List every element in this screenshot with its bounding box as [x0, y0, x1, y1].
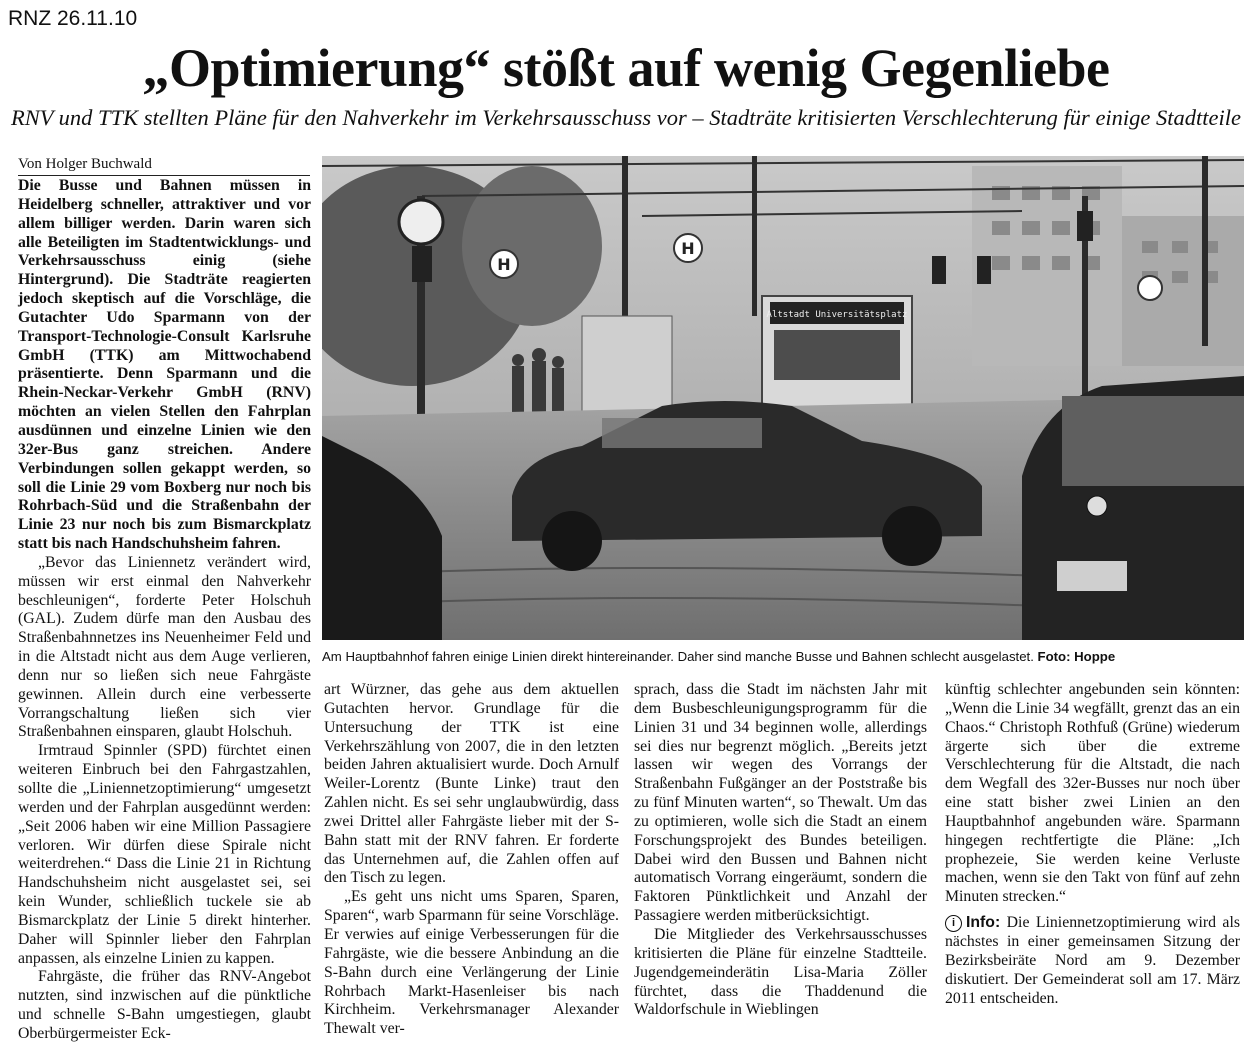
- lead-paragraph: Die Busse und Bahnen müssen in Heidelberg schneller, attraktiver und vor allem billiger werden. Darin waren sich alle Beteiligten im Stadtentwicklungs- und Verkehrsausschuss einig (siehe Hintergrund). Die Stadträte reagierten jedoch skeptisch auf die Vorschläge, die Gutachter Udo Sparmann von der Transport-Technologie-Consult Karlsruhe GmbH (TTK) am Mittwochabend präsentierte. Denn Sparmann und die Rhein-Neckar-Verkehr GmbH (RNV) möchten an vielen Stellen den Fahrplan ausdünnen und einzelne Linien wie den 32er-Bus ganz streichen. Andere Verbindungen sollen gekappt werden, so soll die Linie 29 vom Boxberg nur noch bis Rohrbach-Süd und die Straßenbahn der Linie 23 nur noch bis zum Bismarckplatz statt bis nach Handschuhsheim fahren.: [18, 177, 311, 553]
- body-paragraph: Die Mitglieder des Verkehrsausschusses kritisierten die Pläne für einzelne Stadtteile. Jugendgemeinderätin Lisa-Maria Zöller fürchtet, dass die Thaddenund die Waldorfschule in Wieblingen: [634, 925, 927, 1019]
- article-column-4: [945, 681, 1240, 1008]
- body-paragraph: „Es geht uns nicht ums Sparen, Sparen, Sparen“, warb Sparmann für seine Vorschläge. Er verwies auf einige Verbesserungen für die Fahrgäste, wie die bessere Anbindung an die S-Bahn durch eine Verlängerung der Linie Rohrbach Markt-Hasenleiser bis nach Kirchheim. Verkehrsmanager Alexander Thewalt ver-: [324, 888, 619, 1038]
- body-paragraph: sprach, dass die Stadt im nächsten Jahr mit dem Busbeschleunigungsprogramm für die Linien 31 und 34 beginnen wolle, allerdings sei dies nur begrenzt möglich. „Bereits jetzt lassen wir wegen des Vorrangs der Straßenbahn Fußgänger an der Poststraße bis zu fünf Minuten warten“, so Thewalt. Um das zu optimieren, wolle sich die Stadt an einem Forschungsprojekt des Bundes beteiligen. Dabei wird den Bussen und Bahnen nicht automatisch Vorrang eingeräumt, sondern die Faktoren Pünktlichkeit und Anzahl der Passagiere werden mitberücksichtigt.: [634, 681, 927, 925]
- article-column-2: [324, 681, 619, 1039]
- bus-stop-sign-text: H: [681, 239, 695, 258]
- author-byline: Von Holger Buchwald: [18, 156, 152, 172]
- info-box: [945, 914, 1240, 1008]
- info-icon: i: [945, 915, 962, 932]
- news-photo: [322, 156, 1244, 640]
- source-tag: RNZ 26.11.10: [8, 7, 138, 30]
- info-label: Info:: [966, 914, 1001, 932]
- headline: „Optimierung“ stößt auf wenig Gegenliebe: [142, 38, 1110, 98]
- article-column-1: [18, 177, 311, 1044]
- body-paragraph: „Bevor das Liniennetz verändert wird, müssen wir erst einmal den Nahverkehr beschleunigen“, forderte Peter Holschuh (GAL). Zudem dürfe man den Ausbau des Straßenbahnnetzes ins Neuenheimer Feld und in die Altstadt nicht aus dem Auge verlieren, denn nur so ließen sich neue Fahrgäste gewinnen. Allein durch eine verbesserte Vorrangschaltung ließen sich vier Straßenbahnen einsparen, glaubt Holschuh.: [18, 553, 311, 741]
- photo-caption: [322, 649, 1244, 665]
- body-paragraph: künftig schlechter angebunden sein könnten: „Wenn die Linie 34 wegfällt, grenzt das an ein Chaos.“ Christoph Rothfuß (Grüne) wiederum ärgerte sich über die extreme Verschlechterung für die Altstadt, die nach dem Wegfall des 32er-Busses nur noch über eine statt bisher zwei Linien an den Hauptbahnhof angebunden wäre. Sparmann hingegen rechtfertigte die Pläne: „Ich prophezeie, Sie werden keine Verluste machen, wenn sie den Takt von fünf auf zehn Minuten strecken.“: [945, 681, 1240, 906]
- tram-destination-display: Altstadt Universitätsplatz: [766, 310, 908, 320]
- bus-stop-sign-text: H: [497, 255, 511, 274]
- photo-credit: Foto: Hoppe: [1037, 649, 1116, 664]
- body-paragraph: Fahrgäste, die früher das RNV-Angebot nutzten, sind inzwischen auf die pünktliche und schnelle S-Bahn umgestiegen, glaubt Oberbürgermeister Eck-: [18, 968, 311, 1042]
- body-paragraph: art Würzner, das gehe aus dem aktuellen Gutachten hervor. Grundlage für die Untersuchung der TTK ist eine Verkehrszählung von 2007, die in den letzten beiden Jahren aktualisiert wurde. Doch Arnulf Weiler-Lorentz (Bunte Linke) traut den Zahlen nicht. Es sei sehr unglaubwürdig, dass zwei Drittel aller Fahrgäste lieber mit der S-Bahn statt mit der RNV fahren. Er forderte das Unternehmen auf, die Zahlen offen auf den Tisch zu legen.: [324, 681, 619, 887]
- info-text: Die Liniennetzoptimierung wird als nächstes in einer gemeinsamen Sitzung der Bezirksbeiräte Nord am 9. Dezember diskutiert. Der Gemeinderat soll am 17. März 2011 entscheiden.: [945, 914, 1240, 1007]
- byline-rule: [18, 175, 310, 176]
- caption-text: Am Hauptbahnhof fahren einige Linien direkt hintereinander. Daher sind manche Busse und Bahnen schlecht ausgelastet.: [322, 649, 1034, 664]
- article-column-3: [634, 681, 927, 1020]
- subheadline: RNV und TTK stellten Pläne für den Nahverkehr im Verkehrsausschuss vor – Stadträte kritisierten Verschlechterung für einige Stadtteile: [10, 105, 1242, 130]
- body-paragraph: Irmtraud Spinnler (SPD) fürchtet einen weiteren Einbruch bei den Fahrgastzahlen, sollte die „Liniennetzoptimierung“ umgesetzt werden und der Fahrplan ausgedünnt werden: „Seit 2006 haben wir eine Million Passagiere verloren. Wir dürfen diese Spirale nicht weiterdrehen.“ Dass die Linie 21 in Richtung Handschuhsheim nicht ausgelastet sei, sei kein Wunder, schließlich tuckele sie ab Bismarckplatz der Linie 5 direkt hinterher. Daher will Spinnler lieber den Fahrplan anpassen, als einzelne Linien zu kappen.: [18, 742, 311, 967]
